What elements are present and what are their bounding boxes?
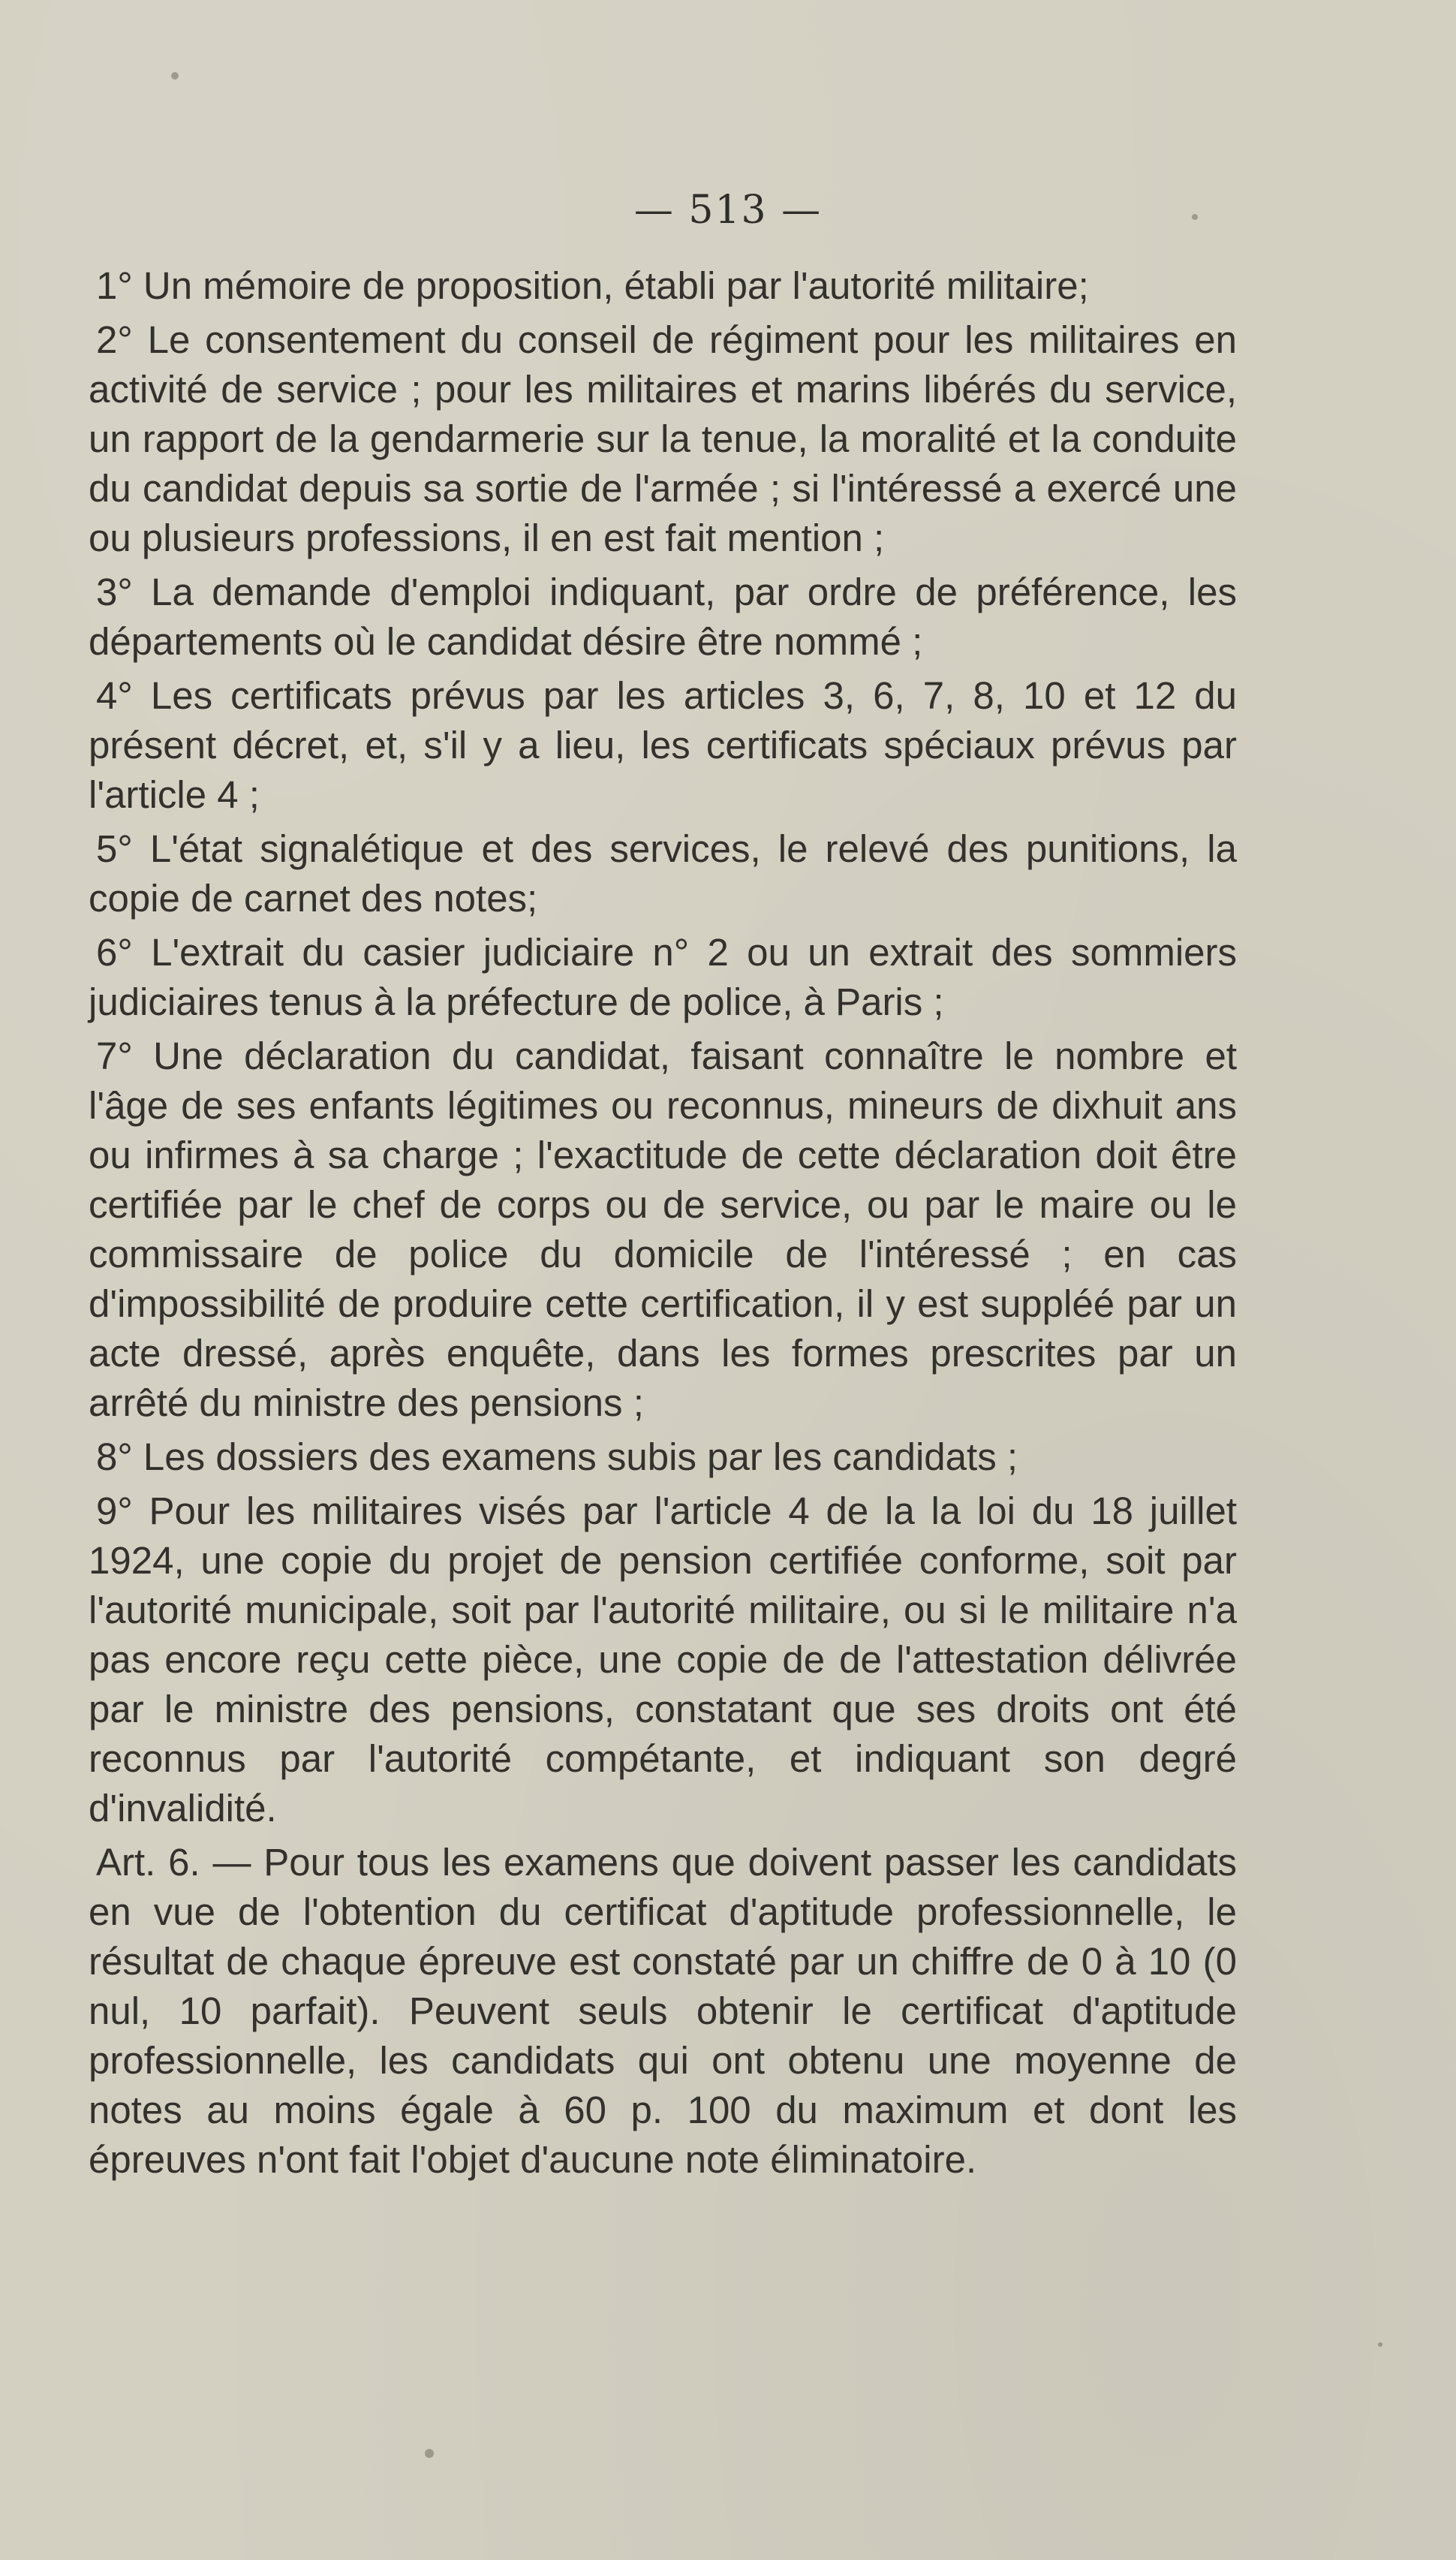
article-paragraph: Art. 6. — Pour tous les examens que doivent passer les candidats en vue de l'obtention du certificat d'aptitude professionnelle, le résultat de chaque épreuve est constaté par un chiffre de 0 à 10 (0 nul, 10 parfait). Peuvent seuls obtenir le certificat d'aptitude professionnelle, les candidats qui ont obtenu une moyenne de notes au moins égale à 60 p. 100 du maximum et dont les épreuves n'ont fait l'objet d'aucune note éliminatoire.	[89, 1841, 1237, 2181]
list-item: 2° Le consentement du conseil de régiment pour les militaires en activité de service ; pour les militaires et marins libérés du service, un rapport de la gendarmerie sur la tenue, la moralité et la conduite du candidat depuis sa sortie de l'armée ; si l'intéressé a exercé une ou plusieurs professions, il en est fait mention ;	[89, 318, 1237, 559]
list-item: 6° L'extrait du casier judiciaire n° 2 ou un extrait des sommiers judiciaires tenus à la préfecture de police, à Paris ;	[89, 931, 1237, 1023]
list-item: 3° La demande d'emploi indiquant, par ordre de préférence, les départements où le candidat désire être nommé ;	[89, 571, 1237, 663]
list-item: 8° Les dossiers des examens subis par les candidats ;	[96, 1435, 1018, 1478]
list-item: 5° L'état signalétique et des services, le relevé des punitions, la copie de carnet des notes;	[89, 827, 1237, 920]
paper-speck	[1192, 214, 1198, 220]
paper-speck	[171, 72, 179, 80]
list-item: 7° Une déclaration du candidat, faisant connaître le nombre et l'âge de ses enfants légitimes ou reconnus, mineurs de dixhuit ans ou infirmes à sa charge ; l'exactitude de cette déclaration doit être certifiée par le chef de corps ou de service, ou par le maire ou le commissaire de police du domicile de l'intéressé ; en cas d'impossibilité de produire cette certification, il y est suppléé par un acte dressé, après enquête, dans les formes prescrites par un arrêté du ministre des pensions ;	[89, 1035, 1237, 1424]
list-item: 9° Pour les militaires visés par l'article 4 de la la loi du 18 juillet 1924, une copie du projet de pension certifiée conforme, soit par l'autorité municipale, soit par l'autorité militaire, ou si le militaire n'a pas encore reçu cette pièce, une copie de de l'attestation délivrée par le ministre des pensions, constatant que ses droits ont été reconnus par l'autorité compétante, et indiquant son degré d'invalidité.	[89, 1489, 1237, 1830]
page-number: — 513 —	[633, 188, 823, 233]
paper-speck	[1378, 2342, 1382, 2347]
list-item: 1° Un mémoire de proposition, établi par l'autorité militaire;	[96, 264, 1089, 307]
paper-speck	[425, 2449, 434, 2458]
list-item: 4° Les certificats prévus par les articles 3, 6, 7, 8, 10 et 12 du présent décret, et, s'il y a lieu, les certificats spéciaux prévus par l'article 4 ;	[89, 674, 1237, 816]
page-body	[89, 261, 1237, 2189]
